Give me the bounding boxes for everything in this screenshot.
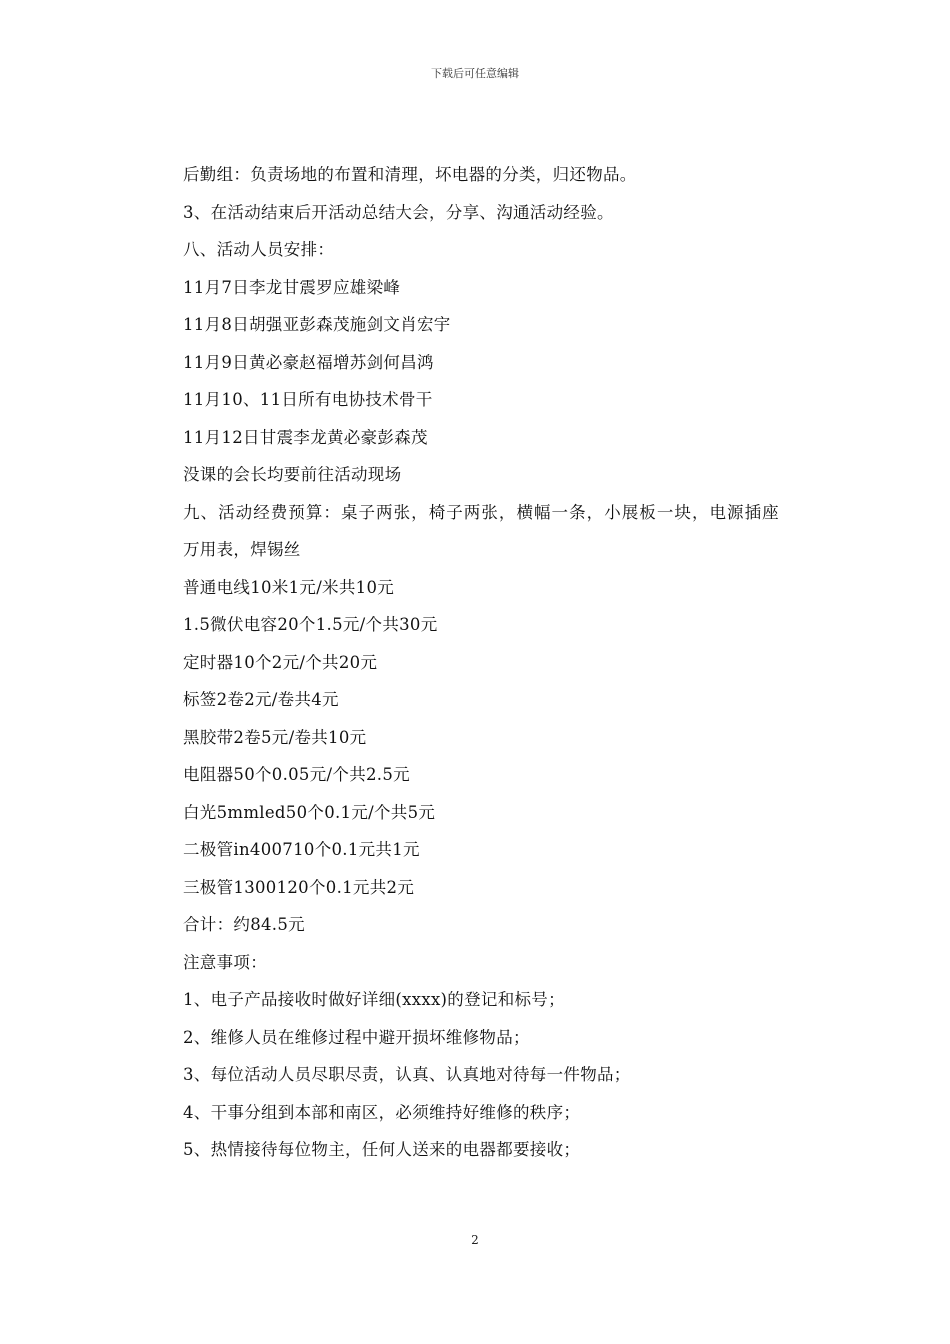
- budget-total: 合计：约84.5元: [183, 915, 305, 934]
- budget-item: 二极管in400710个0.1元共1元: [183, 840, 420, 859]
- notice-item: 2、维修人员在维修过程中避开损坏维修物品；: [183, 1027, 530, 1047]
- budget-item: 标签2卷2元/卷共4元: [183, 690, 339, 709]
- schedule-item: 11月12日甘震李龙黄必豪彭森茂: [183, 427, 428, 447]
- schedule-item: 11月7日李龙甘震罗应雄梁峰: [183, 277, 401, 297]
- budget-item: 定时器10个2元/个共20元: [183, 652, 378, 672]
- budget-item: 1.5微伏电容20个1.5元/个共30元: [183, 615, 438, 634]
- schedule-item: 11月8日胡强亚彭森茂施剑文肖宏宇: [183, 315, 451, 334]
- budget-item: 电阻器50个0.05元/个共2.5元: [183, 765, 410, 784]
- budget-item: 黑胶带2卷5元/卷共10元: [183, 727, 367, 747]
- paragraph: 后勤组：负责场地的布置和清理，坏电器的分类，归还物品。: [183, 165, 637, 184]
- notice-item: 3、每位活动人员尽职尽责，认真、认真地对待每一件物品；: [183, 1065, 631, 1084]
- section-heading: 八、活动人员安排：: [183, 240, 335, 259]
- page-number: 2: [471, 1233, 479, 1247]
- paragraph: 3、在活动结束后开活动总结大会，分享、沟通活动经验。: [183, 202, 614, 222]
- notice-item: 5、热情接待每位物主，任何人送来的电器都要接收；: [183, 1140, 581, 1159]
- schedule-item: 11月10、11日所有电协技术骨干: [183, 390, 433, 409]
- notice-item: 4、干事分组到本部和南区，必须维持好维修的秩序；: [183, 1102, 581, 1122]
- section-heading: 注意事项：: [183, 952, 267, 972]
- document-body: [145, 156, 810, 1169]
- section-heading: 九、活动经费预算：桌子两张，椅子两张，横幅一条，小展板一块，电源插座: [183, 502, 780, 522]
- notice-item: 1、电子产品接收时做好详细(xxxx)的登记和标号；: [183, 990, 565, 1009]
- paragraph: 没课的会长均要前往活动现场: [183, 465, 402, 484]
- schedule-item: 11月9日黄必豪赵福增苏剑何昌鸿: [183, 352, 434, 372]
- page-header: 下载后可任意编辑: [431, 67, 519, 80]
- budget-item: 普通电线10米1元/米共10元: [183, 577, 395, 597]
- budget-item: 万用表，焊锡丝: [183, 540, 301, 559]
- budget-item: 三极管1300120个0.1元共2元: [183, 877, 415, 897]
- budget-item: 白光5mmled50个0.1元/个共5元: [183, 802, 436, 822]
